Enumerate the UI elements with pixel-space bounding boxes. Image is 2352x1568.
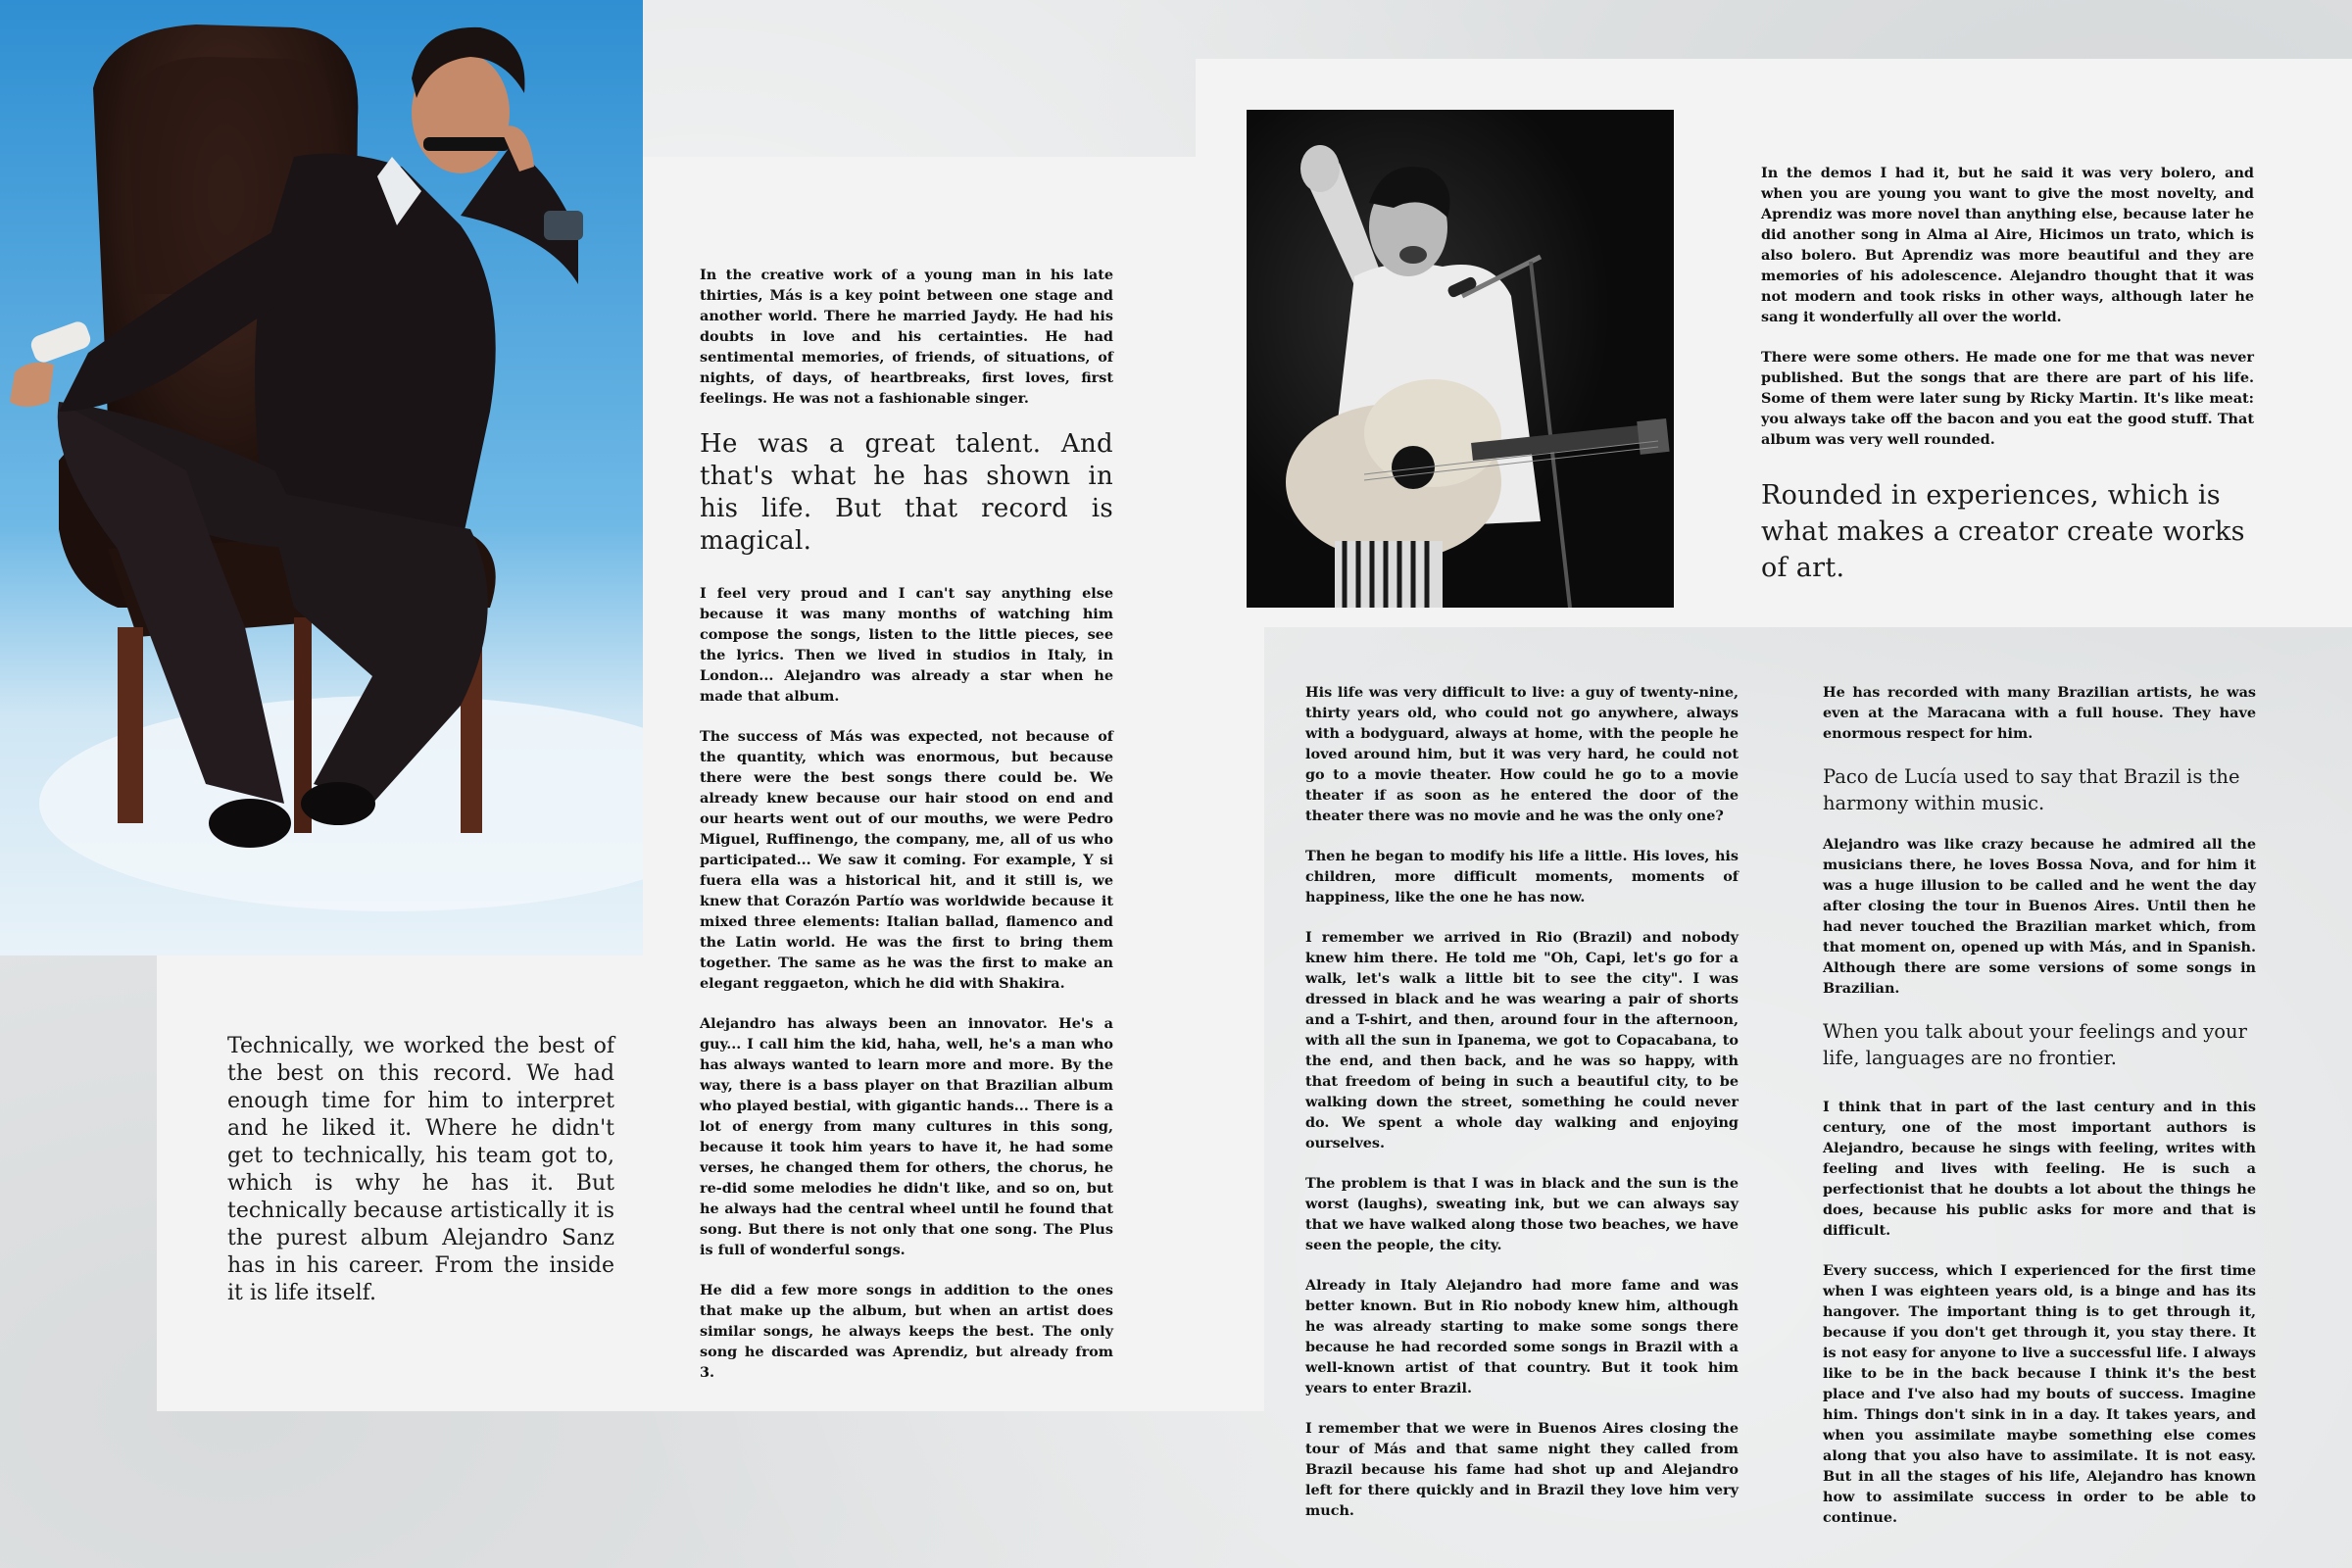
- column3-paragraph-1: His life was very difficult to live: a guy of twenty-nine, thirty years old, who could not go anywhere, always with a bodyguard, always at home, with the people he loved around him, but it was very hard, he could not go to a movie theater. How could he go to a movie theater if as soon as he entered the door of the theater there was no movie and he was the only one?: [1305, 684, 1739, 824]
- column3-paragraph-4: The problem is that I was in black and the sun is the worst (laughs), sweating ink, but we can always say that we have walked along those two beaches, we have seen the people, the city.: [1305, 1175, 1739, 1253]
- column3-paragraph-6: I remember that we were in Buenos Aires closing the tour of Más and that same night they called from Brazil because his fame had shot up and Alejandro left for there quickly and in Brazil they love him very much.: [1305, 1420, 1739, 1519]
- top-right-text: [1761, 163, 2254, 612]
- pull-quote-languages: When you talk about your feelings and your life, languages are no frontier.: [1823, 1020, 2247, 1069]
- column1-paragraph-1: I feel very proud and I can't say anything else because it was many months of watching him compose the songs, listen to the little pieces, see the lyrics. Then we lived in studios in Italy, in London... Alejandro was already a star when he made that album.: [700, 585, 1113, 705]
- text-column-3: [1305, 682, 1739, 1541]
- column4-paragraph-4: Every success, which I experienced for the first time when I was eighteen years old, is a binge and has its hangover. The important thing is to get through it, because if you don't get through it, you stay there. It is not easy for anyone to live a successful life. I always like to be in the back because I think it's the best place and I've also had my bouts of success. Imagine him. Things don't sink in in a day. It takes years, and when you assimilate maybe something else comes along that you also have to assimilate. It is not easy. But in all the stages of his life, Alejandro has known how to assimilate success in order to be able to continue.: [1823, 1262, 2256, 1526]
- pull-quote-technically: Technically, we worked the best of the best on this record. We had enough time for him to interpret and he liked it. Where he didn't get to technically, his team got to, which is why he has it. But technically because artistically it is the purest album Alejandro Sanz has in his career. From the inside it is life itself.: [227, 1034, 614, 1305]
- top-right-paragraph-2: There were some others. He made one for me that was never published. But the songs that are there are part of his life. Some of them were later sung by Ricky Martin. It's like meat: you always take off the bacon and you eat the good stuff. That album was very well rounded.: [1761, 349, 2254, 448]
- column4-paragraph-1: He has recorded with many Brazilian artists, he was even at the Maracana with a full house. They have enormous respect for him.: [1823, 684, 2256, 742]
- top-right-paragraph-1: In the demos I had it, but he said it was very bolero, and when you are young you want to give the most novelty, and Aprendiz was more novel than anything else, because later he did another song in Alma al Aire, Hicimos un trato, which is also bolero. But Aprendiz was more beautiful and they are memories of his adolescence. Alejandro thought that it was not modern and took risks in other ways, although later he sang it wonderfully all over the world.: [1761, 165, 2254, 325]
- column3-paragraph-3: I remember we arrived in Rio (Brazil) and nobody knew him there. He told me "Oh, Capi, let's go for a walk, let's walk a little bit to see the city". I was dressed in black and he was wearing a pair of shorts and a T-shirt, and then, around four in the afternoon, with all the sun in Ipanema, we got to Copacabana, to the end, and then back, and he was so happy, with that freedom of being in such a beautiful city, to be walking down the street, something he could never do. We spent a whole day walking and enjoying ourselves.: [1305, 929, 1739, 1152]
- column4-paragraph-2: Alejandro was like crazy because he admired all the musicians there, he loves Bossa Nova, and for him it was a huge illusion to be called and he went the day after closing the tour in Buenos Aires. Until then he had never touched the Brazilian market which, from that moment on, opened up with Más, and in Spanish. Although there are some versions of some songs in Brazilian.: [1823, 836, 2256, 997]
- left-pull-quote-block: [227, 1033, 614, 1333]
- text-column-4: [1823, 682, 2256, 1547]
- pull-quote-rounded: Rounded in experiences, which is what makes a creator create works of art.: [1761, 480, 2245, 583]
- armchair-portrait-illustration: [0, 0, 643, 956]
- column1-paragraph-4: He did a few more songs in addition to the ones that make up the album, but when an artist does similar songs, he always keeps the best. The only song he discarded was Aprendiz, but already from 3.: [700, 1282, 1113, 1381]
- column3-paragraph-5: Already in Italy Alejandro had more fame and was better known. But in Rio nobody knew him, although he was already starting to make some songs there because he had recorded some songs in Brazil with a well-known artist of that country. But it took him years to enter Brazil.: [1305, 1277, 1739, 1396]
- concert-guitar-photo: [1247, 110, 1674, 608]
- column1-paragraph-2: The success of Más was expected, not because of the quantity, which was enormous, but because there were the best songs there could be. We already knew because our hair stood on end and our hearts went out of our mouths, we were Pedro Miguel, Ruffinengo, the company, me, all of us who participated... We saw it coming. For example, Y si fuera ella was a historical hit, and it still is, we knew that Corazón Partío was worldwide because it mixed three elements: Italian ballad, flamenco and the Latin world. He was the first to bring them together. The same as he was the first to make an elegant reggaeton, which he did with Shakira.: [700, 728, 1113, 992]
- column1-paragraph-3: Alejandro has always been an innovator. He's a guy... I call him the kid, haha, well, he's a man who has always wanted to learn more and more. By the way, there is a bass player on that Brazilian album who played bestial, with gigantic hands... There is a lot of energy from many cultures in this song, because it took him years to have it, he had some verses, he changed them for others, the chorus, he re-did some melodies he didn't like, and so on, but he always had the central wheel until he found that song. But there is not only that one song. The Plus is full of wonderful songs.: [700, 1015, 1113, 1258]
- pull-quote-paco: Paco de Lucía used to say that Brazil is the harmony within music.: [1823, 765, 2240, 814]
- armchair-portrait-photo: [0, 0, 643, 956]
- pull-quote-talent: He was a great talent. And that's what he has shown in his life. But that record is magical.: [700, 429, 1113, 556]
- concert-guitar-illustration: [1247, 110, 1674, 608]
- text-column-1: [700, 265, 1113, 1402]
- column1-intro: In the creative work of a young man in his late thirties, Más is a key point between one stage and another world. There he married Jaydy. He had his doubts in love and his certainties. He had sentimental memories, of friends, of situations, of nights, of days, of heartbreaks, first loves, first feelings. He was not a fashionable singer.: [700, 267, 1113, 407]
- column4-paragraph-3: I think that in part of the last century and in this century, one of the most important authors is Alejandro, because he sings with feeling, writes with feeling and lives with feeling. He is such a perfectionist that he doubts a lot about the things he does, because his public asks for more and that is difficult.: [1823, 1099, 2256, 1239]
- column3-paragraph-2: Then he began to modify his life a little. His loves, his children, more difficult moments, moments of happiness, like the one he has now.: [1305, 848, 1739, 906]
